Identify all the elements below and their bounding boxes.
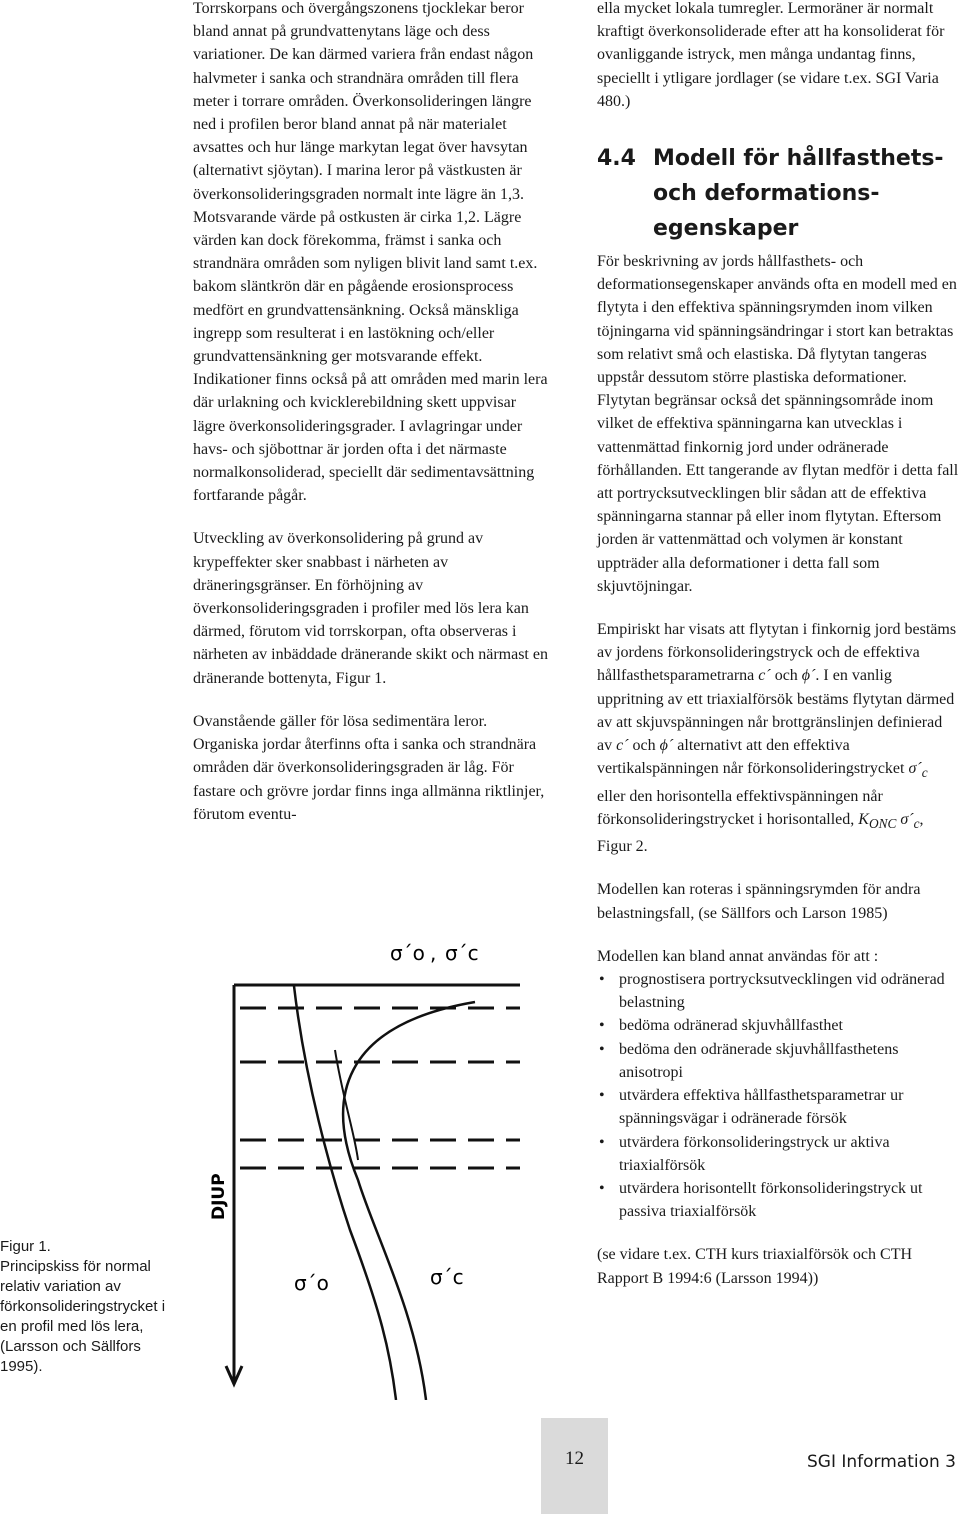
curve-label-sigma-c: σ´c xyxy=(430,1265,464,1289)
figure-caption xyxy=(0,1237,180,1377)
top-label-sigma-o: σ´o xyxy=(390,941,425,965)
caption-text: Principskiss för normal relativ variation av förkonsolideringstrycket i en profil med lös lera, (Larsson och Sällfors 1995). xyxy=(0,1258,166,1375)
paragraph: Torrskorpans och övergångszonens tjocklekar beror bland annat på grundvattenytans läge och dess variationer. De kan därmed variera från endast någon halvmeter i sanka och strandnära områden till flera meter i torrare områden. Överkonsolideringen längre ned i profilen beror bland annat på när materialet avsattes och hur länge markytan legat över havsytan (alternativt sjöytan). I marina leror på västkusten är överkonsolideringsgraden normalt inte lägre än 1,3. Motsvarande värde på ostkusten är cirka 1,2. Lägre värden kan dock förekomma, främst i sanka och strandnära områden som nyligen blivit land samt t.ex. bakom släntkrön där en pågående erosionsprocess medfört en grundvattensänkning. Också mänskliga ingrepp som resulterat i en lastökning och/eller grundvattensänkning ger motsvarande effekt. Indikationer finns också på att områden med marin lera där urlakning och kvicklerebildning skett uppvisar lägre överkonsolideringsgrader. I avlagringar under havs- och sjöbottnar är jorden ofta i det närmaste normalkonsoliderad, speciellt där sedimentavsättning fortfarande pågår. xyxy=(193,0,548,505)
paragraph: För beskrivning av jords hållfasthets- och deformationsegenskaper används ofta en modell med en flytyta i den effektiva spänningsrymden inom vilken töjningarna vid spänningsändringar i stort kan betraktas som relativt små och elastiska. Då flytytan tangeras uppstår dessutom större plastiska deformationer. Flytytan begränsar också det spänningsområde inom vilket de effektiva spänningarna kan utvecklas i vattenmättad finkornig jord under odränerade förhållanden. Ett tangerande av flytan medför i detta fall att portrycksutvecklingen blir sådan att de effektiva spänningarna stannar på eller inom flytytan. Eftersom jorden är vattenmättad och volymen är konstant uppträder alla deformationer i detta fall som skjuvtöjningar. xyxy=(597,253,959,595)
reference-note: (se vidare t.ex. CTH kurs triaxialförsök och CTH Rapport B 1994:6 (Larsson 1994)) xyxy=(597,1246,913,1287)
heading-line: och deformations- xyxy=(653,181,880,207)
top-label-separator: , xyxy=(430,941,437,965)
publication-title: SGI Information 3 xyxy=(806,1452,956,1472)
bullet-list xyxy=(597,968,959,1223)
list-item: • utvärdera effektiva hållfasthetsparametrar ur spänningsvägar i odränerade försök xyxy=(597,1084,959,1130)
paragraph: Ovanstående gäller för lösa sedimentära leror. Organiska jordar återfinns ofta i sanka och strandnära områden där överkonsolideringsgraden är låg. För fastare och grövre jordar finns inga allmänna riktlinjer, förutom eventu- xyxy=(193,712,545,823)
list-item: • bedöma odränerad skjuvhållfasthet xyxy=(597,1014,959,1037)
heading-line: Modell för hållfasthets- xyxy=(653,146,944,172)
list-item: • utvärdera förkonsolideringstryck ur aktiva triaxialförsök xyxy=(597,1131,959,1177)
page-number: 12 xyxy=(565,1448,584,1469)
list-item: • prognostisera portrycksutvecklingen vid odränerad belastning xyxy=(597,968,959,1014)
heading-line: egenskaper xyxy=(653,216,799,242)
section-number: 4.4 xyxy=(597,146,636,172)
left-column xyxy=(193,0,550,846)
curve-label-sigma-o: σ´o xyxy=(294,1271,329,1295)
depth-axis-label: DJUP xyxy=(209,1173,229,1220)
list-item: • utvärdera horisontellt förkonsolideringstryck ut passiva triaxialförsök xyxy=(597,1177,959,1223)
paragraph: ella mycket lokala tumregler. Lermoräner är normalt kraftigt överkonsoliderade efter att ha konsoliderat för ovanliggande istryck, men många undantag finns, speciellt i ytligare jordlager (se vidare t.ex. SGI Varia 480.) xyxy=(597,0,945,110)
paragraph-yield-surface: Empiriskt har visats att flytytan i finkornig jord bestäms av jordens förkonsolideringstryck och de effektiva hållfasthetsparametrarna c´ och ϕ´. I en vanlig uppritning av ett triaxialförsök bestäms flytytan därmed av att skjuvspänningen når brottgränslinjen definierad av c´ och ϕ´ alternativt att den effektiva vertikalspänningen når förkonsolideringstrycket $\sigma´_c$ eller den horisontella effektivspänningen når förkonsolideringstrycket i horisontalled, $K_{ONC}$ $\sigma´_c$, Figur 2. xyxy=(597,621,957,856)
right-column xyxy=(597,0,959,1310)
layer-boundary-lines xyxy=(240,1008,520,1168)
paragraph: Modellen kan roteras i spänningsrymden för andra belastningsfall, (se Sällfors och Larson 1985) xyxy=(597,881,921,922)
list-intro: Modellen kan bland annat användas för att : xyxy=(597,947,879,965)
list-item: • bedöma den odränerade skjuvhållfasthetens anisotropi xyxy=(597,1038,959,1084)
caption-title: Figur 1. xyxy=(0,1238,51,1255)
top-label-sigma-c: σ´c xyxy=(445,941,479,965)
figure-1-diagram xyxy=(190,930,520,1400)
section-heading xyxy=(597,141,959,246)
sigma-o-curve xyxy=(294,986,396,1400)
paragraph: Utveckling av överkonsolidering på grund av krypeffekter sker snabbast i närheten av dräneringsgränser. En förhöjning av överkonsolideringsgraden i profiler med lös lera kan därmed, förutom vid torrskorpan, ofta observeras i närheten av inbäddade dränerande skikt och närmast en dränerande bottenyta, Figur 1. xyxy=(193,530,548,687)
